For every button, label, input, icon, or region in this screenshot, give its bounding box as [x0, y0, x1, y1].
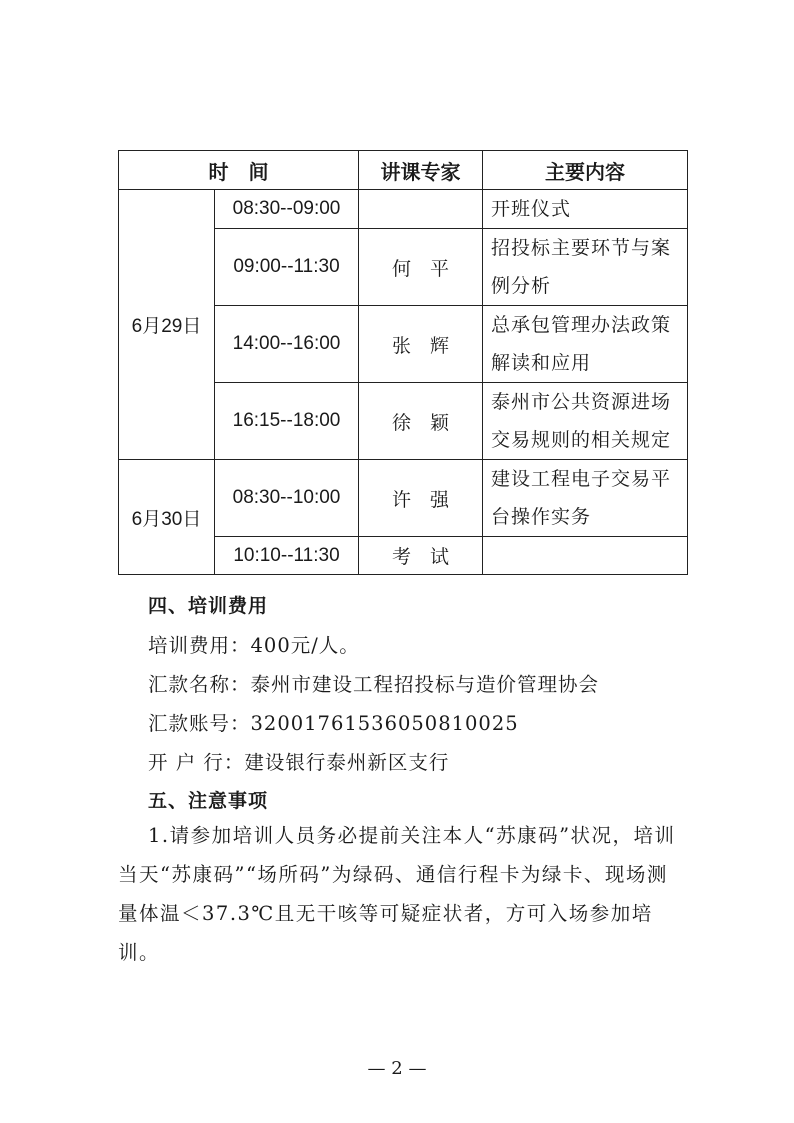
time-cell: 08:30--10:00	[215, 460, 359, 537]
time-cell: 10:10--11:30	[215, 537, 359, 575]
content-line: 例分析	[491, 275, 552, 297]
header-time: 时 间	[119, 151, 359, 190]
header-content: 主要内容	[483, 151, 688, 190]
content-cell	[483, 383, 688, 460]
expert-cell: 张 辉	[359, 306, 483, 383]
content-line: 开班仪式	[491, 198, 572, 220]
notice-paragraph: 1.请参加培训人员务必提前关注本人“苏康码”状况，培训当天“苏康码”“场所码”为绿码、通信行程卡为绿卡、现场测量体温＜37.3℃且无干咳等可疑症状者，方可入场参加培训。	[118, 824, 676, 964]
bank-line: 开 户 行：建设银行泰州新区支行	[148, 751, 450, 774]
page-number: — 2 —	[367, 1058, 427, 1079]
section5-heading: 五、注意事项	[148, 790, 269, 812]
expert-cell: 考 试	[359, 537, 483, 575]
account-line: 汇款账号：32001761536050810025	[148, 712, 519, 735]
content-line: 总承包管理办法政策	[491, 314, 672, 336]
date-cell: 6月29日	[119, 190, 215, 460]
table-header-row	[119, 151, 688, 190]
content-cell	[483, 460, 688, 537]
content-line: 招投标主要环节与案	[491, 237, 672, 259]
date-cell: 6月30日	[119, 460, 215, 575]
content-cell	[483, 229, 688, 306]
time-cell: 08:30--09:00	[215, 190, 359, 229]
time-cell: 09:00--11:30	[215, 229, 359, 306]
content-line: 解读和应用	[491, 352, 592, 374]
expert-cell: 徐 颖	[359, 383, 483, 460]
table-row	[119, 190, 688, 229]
section4-heading: 四、培训费用	[148, 595, 269, 617]
expert-cell	[359, 190, 483, 229]
time-cell: 16:15--18:00	[215, 383, 359, 460]
content-cell	[483, 190, 688, 229]
fee-line: 培训费用：400元/人。	[148, 634, 360, 657]
content-line: 建设工程电子交易平	[491, 468, 672, 490]
training-schedule-table	[118, 150, 688, 575]
time-cell: 14:00--16:00	[215, 306, 359, 383]
payee-line: 汇款名称：泰州市建设工程招投标与造价管理协会	[148, 673, 600, 696]
content-line: 交易规则的相关规定	[491, 429, 672, 451]
expert-cell: 何 平	[359, 229, 483, 306]
header-expert: 讲课专家	[359, 151, 483, 190]
content-cell	[483, 306, 688, 383]
table-row	[119, 460, 688, 537]
content-line: 泰州市公共资源进场	[491, 391, 672, 413]
expert-cell: 许 强	[359, 460, 483, 537]
content-line: 台操作实务	[491, 506, 592, 528]
content-cell	[483, 537, 688, 575]
